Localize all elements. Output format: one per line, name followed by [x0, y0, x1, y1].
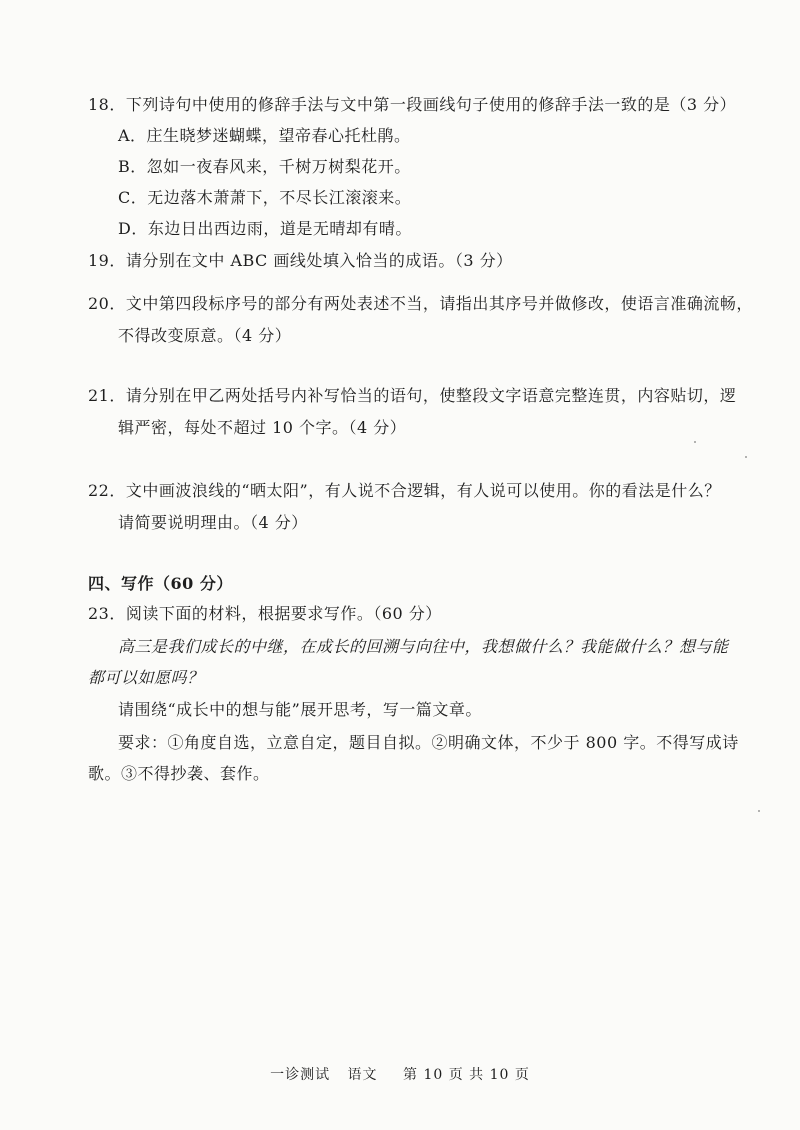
q23-stem: 23．阅读下面的材料，根据要求写作。（60 分）: [88, 604, 442, 623]
q23-instruction: 请围绕“成长中的想与能”展开思考，写一篇文章。: [118, 700, 482, 719]
scan-speck: [694, 441, 696, 443]
q23-requirement-line1: 要求：①角度自选，立意自定，题目自拟。②明确文体，不少于 800 字。不得写成诗: [118, 733, 739, 752]
q18-option-d: D．东边日出西边雨，道是无晴却有晴。: [118, 219, 412, 238]
footer-exam-name: 一诊测试: [270, 1067, 331, 1083]
q21-line1: 21．请分别在甲乙两处括号内补写恰当的语句，使整段文字语意完整连贯，内容贴切，逻: [88, 386, 737, 405]
q18-option-b: B．忽如一夜春风来，千树万树梨花开。: [118, 157, 411, 176]
scan-speck: [745, 456, 747, 458]
q18-option-a: A．庄生晓梦迷蝴蝶，望帝春心托杜鹃。: [118, 126, 411, 145]
q23-requirement-line2: 歌。③不得抄袭、套作。: [88, 764, 270, 783]
q22-line2: 请简要说明理由。（4 分）: [118, 513, 308, 532]
q20-line1: 20．文中第四段标序号的部分有两处表述不当，请指出其序号并做修改，使语言准确流畅，: [88, 294, 753, 313]
q19-stem: 19．请分别在文中 ABC 画线处填入恰当的成语。（3 分）: [88, 251, 513, 270]
q21-line2: 辑严密，每处不超过 10 个字。（4 分）: [118, 418, 407, 437]
footer-page-number: 第 10 页 共 10 页: [403, 1067, 530, 1083]
q22-line1: 22．文中画波浪线的“晒太阳”，有人说不合逻辑，有人说可以使用。你的看法是什么？: [88, 481, 721, 500]
scan-speck: [758, 810, 760, 812]
q20-line2: 不得改变原意。（4 分）: [118, 326, 292, 345]
section4-heading: 四、写作（60 分）: [88, 574, 233, 593]
page-footer: [0, 1064, 800, 1084]
q18-stem: 18．下列诗句中使用的修辞手法与文中第一段画线句子使用的修辞手法一致的是（3 分）: [88, 95, 737, 114]
footer-subject: 语文: [347, 1067, 378, 1083]
q23-material-line2: 都可以如愿吗？: [88, 668, 204, 687]
q23-material-line1: 高三是我们成长的中继，在成长的回溯与向往中，我想做什么？我能做什么？想与能: [118, 637, 729, 656]
q18-option-c: C．无边落木萧萧下，不尽长江滚滚来。: [118, 188, 412, 207]
